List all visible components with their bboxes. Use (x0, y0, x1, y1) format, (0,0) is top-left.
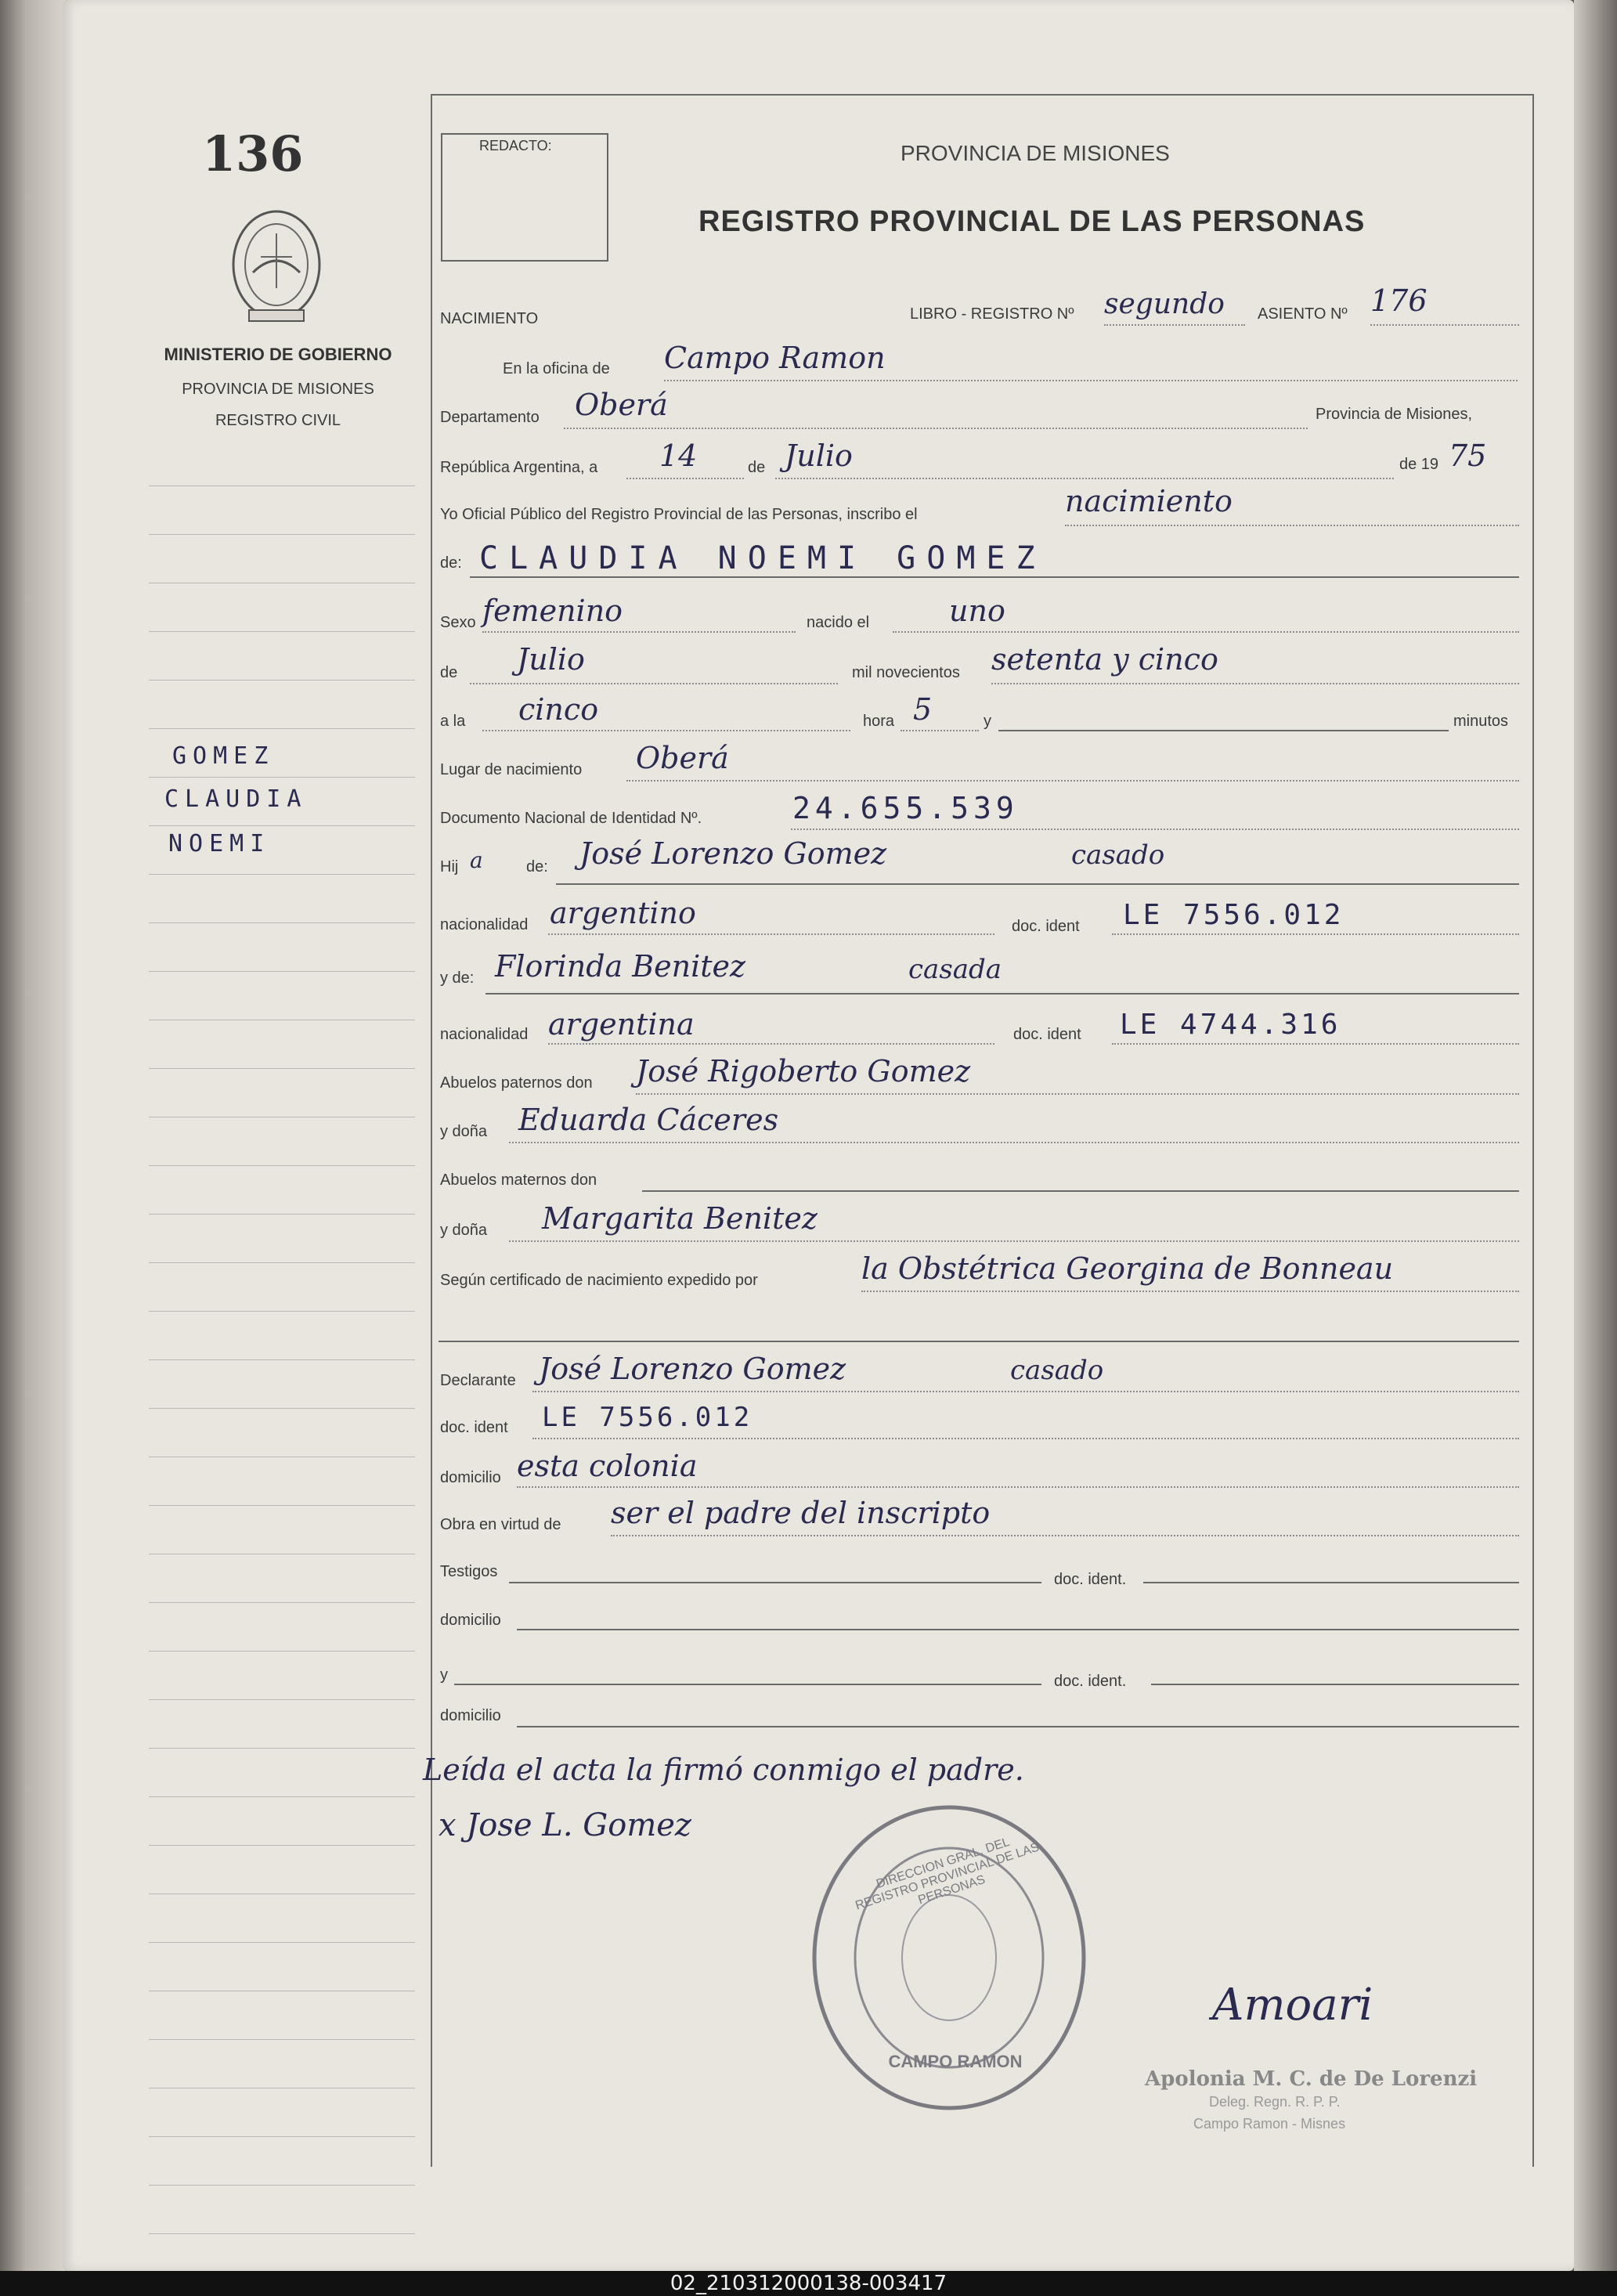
margin-rule-line (149, 1942, 415, 1943)
declarante-label: Declarante (440, 1372, 516, 1389)
hijo-de-label: de: (526, 858, 548, 875)
de-mes-label: de (440, 664, 458, 681)
province-label: PROVINCIA DE MISIONES (182, 381, 374, 398)
abuela-materna-value: Margarita Benitez (542, 1201, 818, 1236)
abuelos-maternos-label: Abuelos maternos don (440, 1171, 597, 1189)
anio-value: 75 (1449, 439, 1487, 473)
file-identifier: 02_210312000138-003417 (670, 2272, 947, 2295)
stamp-center: CAMPO RAMON (888, 2052, 1023, 2071)
closing-note: Leída el acta la firmó conmigo el padre. (423, 1753, 1024, 1787)
hora-label: hora (863, 713, 895, 730)
de-nombre-label: de: (440, 554, 462, 572)
minutos-label: minutos (1453, 713, 1509, 730)
inscribo-value: nacimiento (1065, 484, 1233, 518)
domicilio-label: domicilio (440, 1469, 501, 1486)
anio-label: de 19 (1399, 456, 1439, 473)
asiento-label: ASIENTO Nº (1258, 305, 1348, 323)
oficina-label: En la oficina de (503, 360, 610, 377)
asiento-value: 176 (1370, 283, 1428, 318)
declarante-value: José Lorenzo Gomez (539, 1352, 846, 1386)
page-title: REGISTRO PROVINCIAL DE LAS PERSONAS (698, 205, 1366, 238)
margin-rule-line (149, 1262, 415, 1263)
margin-rule-line (149, 777, 415, 778)
margin-rule-line (149, 1311, 415, 1312)
ministry-label: MINISTERIO DE GOBIERNO (164, 345, 392, 364)
madre-estado: casada (908, 954, 1002, 985)
margin-rule-line (149, 1893, 415, 1894)
footer-bar (0, 2271, 1617, 2296)
margin-rule-line (149, 1845, 415, 1846)
record-number: 136 (202, 125, 304, 182)
father-signature: x Jose L. Gomez (439, 1807, 692, 1843)
testigo2-y-label: y (440, 1666, 448, 1684)
domicilio-value: esta colonia (517, 1449, 698, 1483)
official-location: Campo Ramon - Misnes (1193, 2116, 1346, 2132)
segun-value: la Obstétrica Georgina de Bonneau (861, 1251, 1394, 1286)
binding-edge (0, 0, 66, 2271)
margin-rule-line (149, 1068, 415, 1069)
margin-rule-line (149, 1214, 415, 1215)
declarante-estado: casado (1010, 1355, 1104, 1386)
margin-rule-line (149, 1165, 415, 1166)
margin-rule-line (149, 2136, 415, 2137)
provincia-label: Provincia de Misiones, (1316, 406, 1473, 423)
margin-rule-line (149, 825, 415, 826)
declarante-doc-value: LE 7556.012 (542, 1402, 753, 1433)
republica-label: República Argentina, a (440, 459, 598, 476)
abuela-materna-label: y doña (440, 1222, 488, 1239)
margin-rule-line (149, 1602, 415, 1603)
padre-estado: casado (1071, 839, 1165, 871)
departamento-value: Oberá (575, 388, 668, 422)
doc-madre-value: LE 4744.316 (1120, 1009, 1341, 1041)
official-signature: Amoari (1212, 1980, 1373, 2031)
redacto-label: REDACTO: (479, 138, 552, 153)
testigo-domicilio-label: domicilio (440, 1612, 501, 1629)
de-label: de (748, 459, 766, 476)
sexo-label: Sexo (440, 614, 476, 631)
abuelos-paternos-label: Abuelos paternos don (440, 1074, 593, 1092)
mes-value: Julio (785, 439, 853, 473)
nac-madre-value: argentina (548, 1007, 695, 1042)
official-title: Deleg. Regn. R. P. P. (1209, 2094, 1341, 2110)
testigo-doc-label: doc. ident. (1054, 1571, 1127, 1588)
margin-rule-line (149, 1359, 415, 1360)
margin-rule-line (149, 2185, 415, 2186)
abuelo-paterno-value: José Rigoberto Gomez (636, 1054, 971, 1088)
ala-value: cinco (518, 692, 599, 727)
margin-rule-line (149, 2233, 415, 2234)
margin-firstname: CLAUDIA (164, 785, 308, 813)
doc-padre-value: LE 7556.012 (1123, 899, 1344, 931)
libro-value: segundo (1104, 288, 1225, 320)
y-label: y (984, 713, 991, 730)
madre-value: Florinda Benitez (495, 949, 746, 984)
margin-rule-line (149, 2039, 415, 2040)
hijo-suffix: a (470, 847, 483, 873)
margin-rule-line (149, 1796, 415, 1797)
margin-rule-line (149, 971, 415, 972)
ala-label: a la (440, 713, 466, 730)
nac-padre-value: argentino (550, 896, 696, 930)
type-label: NACIMIENTO (440, 310, 539, 327)
lugar-value: Oberá (636, 741, 729, 775)
margin-rule-line (149, 922, 415, 923)
stamp-text: DIRECCION GRAL. DEL REGISTRO PROVINCIAL DE LAS PERSONAS (854, 1835, 1041, 1913)
official-name: Apolonia M. C. de De Lorenzi (1145, 2067, 1478, 2091)
y-de-label: y de: (440, 969, 475, 987)
margin-rule-line (149, 1651, 415, 1652)
testigo2-doc-label: doc. ident. (1054, 1673, 1127, 1690)
sexo-value: femenino (482, 594, 623, 628)
page-edge (1574, 0, 1617, 2271)
hijo-label: Hij (440, 858, 459, 875)
margin-rule-line (149, 534, 415, 535)
hora-value: 5 (913, 692, 933, 727)
margin-rule-line (149, 1408, 415, 1409)
margin-rule-line (149, 1748, 415, 1749)
padre-value: José Lorenzo Gomez (579, 836, 887, 871)
dia-value: 14 (659, 439, 698, 473)
abuela-paterna-label: y doña (440, 1123, 488, 1140)
nac-madre-label: nacionalidad (440, 1026, 529, 1043)
margin-rule-line (149, 631, 415, 632)
dni-label: Documento Nacional de Identidad Nº. (440, 810, 702, 827)
lugar-label: Lugar de nacimiento (440, 761, 583, 778)
milnov-label: mil novecientos (852, 664, 960, 681)
departamento-label: Departamento (440, 409, 540, 426)
docident-padre-label: doc. ident (1012, 918, 1080, 935)
nac-padre-label: nacionalidad (440, 916, 529, 933)
margin-surname: GOMEZ (172, 742, 275, 770)
registry-label: REGISTRO CIVIL (215, 412, 341, 429)
segun-label: Según certificado de nacimiento expedido por (440, 1272, 758, 1289)
margin-rule-line (149, 1505, 415, 1506)
obra-label: Obra en virtud de (440, 1516, 561, 1533)
header-province: PROVINCIA DE MISIONES (901, 141, 1170, 165)
margin-rule-line (149, 1699, 415, 1700)
nacido-label: nacido el (807, 614, 870, 631)
milnov-value: setenta y cinco (991, 642, 1218, 677)
mes2-value: Julio (517, 642, 585, 677)
libro-label: LIBRO - REGISTRO Nº (910, 305, 1074, 323)
margin-middlename: NOEMI (168, 830, 271, 857)
nombre-value: CLAUDIA NOEMI GOMEZ (479, 540, 1046, 576)
testigos-label: Testigos (440, 1563, 498, 1580)
oficina-value: Campo Ramon (664, 341, 886, 375)
obra-value: ser el padre del inscripto (611, 1496, 991, 1530)
yo-oficial-label: Yo Oficial Público del Registro Provincial de las Personas, inscribo el (440, 506, 918, 523)
testigo2-domicilio-label: domicilio (440, 1707, 501, 1724)
docident-madre-label: doc. ident (1013, 1026, 1081, 1043)
dni-value: 24.655.539 (792, 791, 1019, 825)
abuela-paterna-value: Eduarda Cáceres (518, 1103, 779, 1137)
nacido-value: uno (949, 594, 1005, 628)
declarante-doc-label: doc. ident (440, 1419, 508, 1436)
margin-rule-line (149, 874, 415, 875)
province-coat-of-arms-icon (226, 202, 327, 327)
margin-rule-line (149, 728, 415, 729)
